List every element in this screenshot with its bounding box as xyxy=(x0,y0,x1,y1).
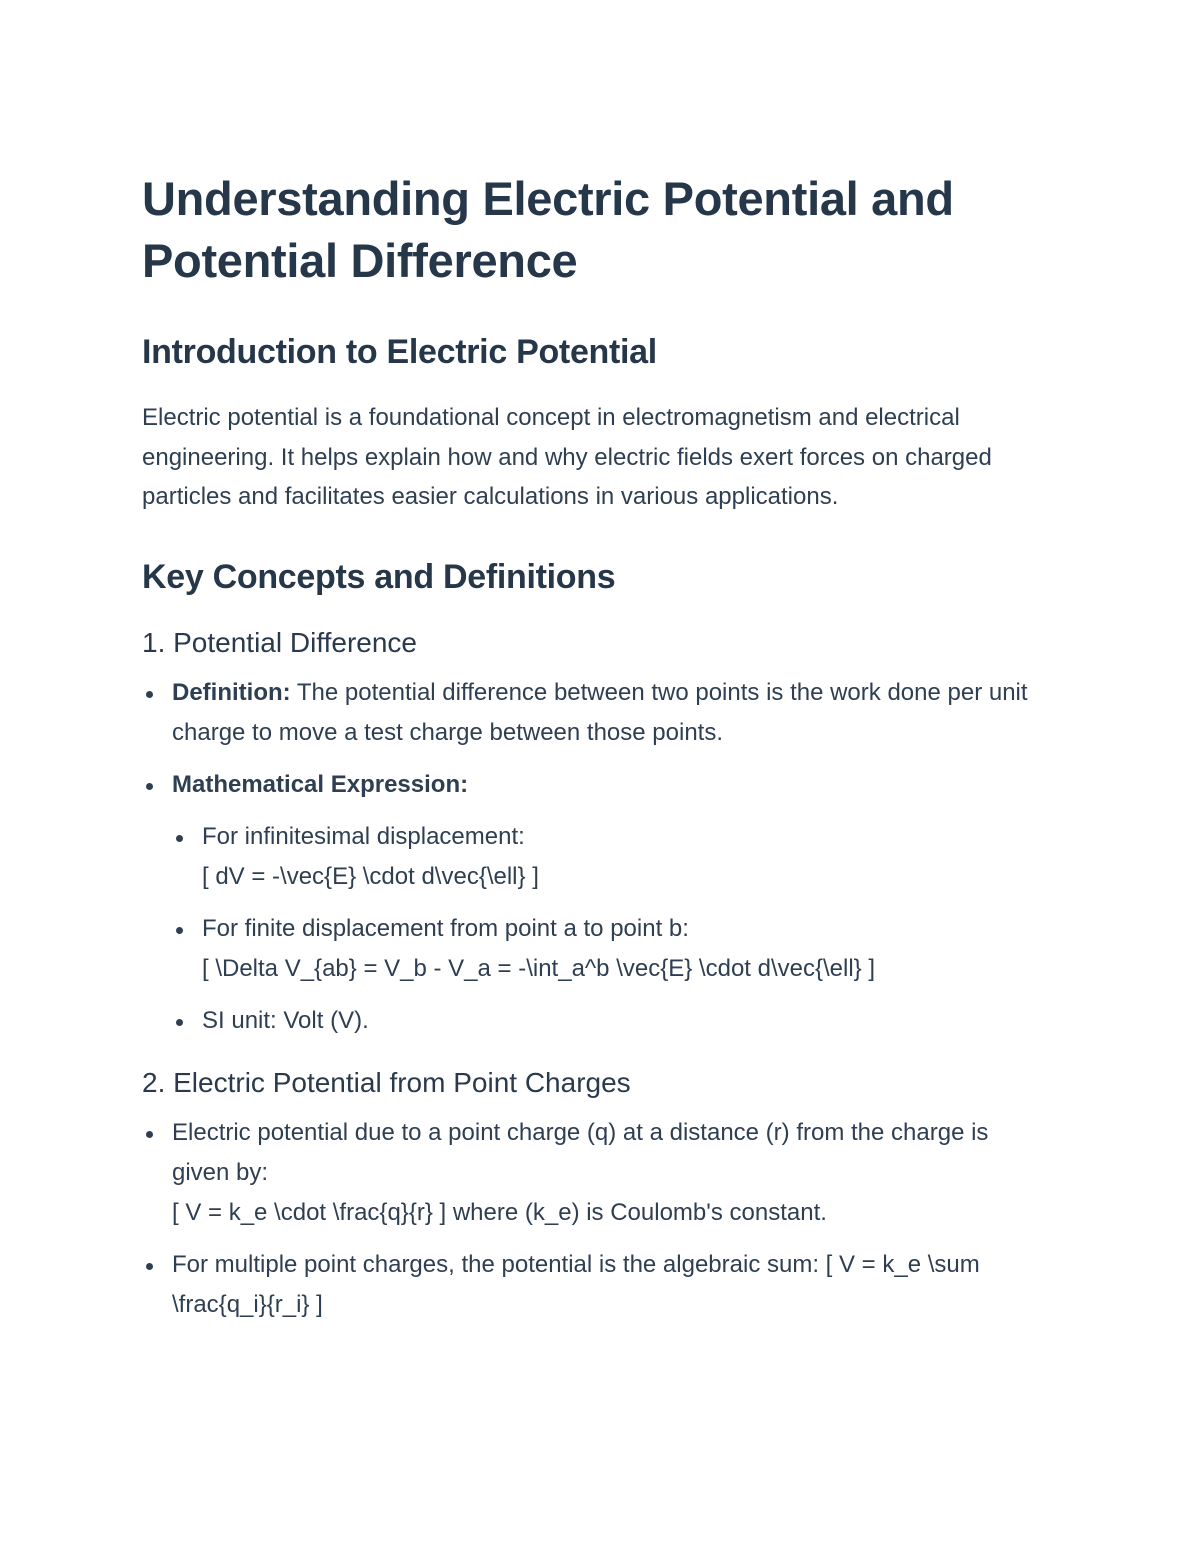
si-unit-text: SI unit: Volt (V). xyxy=(202,1006,369,1034)
point-charges-heading: 2. Electric Potential from Point Charges xyxy=(142,1066,631,1098)
key-concepts-heading: Key Concepts and Definitions xyxy=(142,557,616,596)
list-item-infinitesimal xyxy=(202,817,1042,897)
infinitesimal-label: For infinitesimal displacement: xyxy=(202,822,525,850)
list-item-finite xyxy=(202,909,1042,989)
definition-text: The potential difference between two points is the work done per unit charge to move a test charge between those points. xyxy=(172,678,1028,746)
math-expression-label: Mathematical Expression: xyxy=(172,770,469,798)
single-charge-text: Electric potential due to a point charge (q) at a distance (r) from the charge is given by: xyxy=(172,1118,989,1186)
list-item-multiple-charges xyxy=(172,1245,1042,1325)
point-charges-list xyxy=(142,1113,1042,1325)
math-expression-sublist xyxy=(172,817,1042,1041)
list-item-si-unit xyxy=(202,1001,1042,1041)
single-charge-formula: [ V = k_e \cdot \frac{q}{r} ] where (k_e) is Coulomb's constant. xyxy=(172,1198,827,1226)
finite-formula: [ \Delta V_{ab} = V_b - V_a = -\int_a^b \vec{E} \cdot d\vec{\ell} ] xyxy=(202,954,876,982)
infinitesimal-formula: [ dV = -\vec{E} \cdot d\vec{\ell} ] xyxy=(202,862,539,890)
multiple-charges-text: For multiple point charges, the potential is the algebraic sum: [ V = k_e \sum \frac{q_i}{r_i} ] xyxy=(172,1250,980,1318)
potential-difference-list xyxy=(142,673,1042,1041)
finite-label: For finite displacement from point a to point b: xyxy=(202,914,689,942)
intro-heading: Introduction to Electric Potential xyxy=(142,333,657,371)
definition-label: Definition: xyxy=(172,678,291,706)
list-item-math-expression xyxy=(172,765,1042,1041)
potential-difference-heading: 1. Potential Difference xyxy=(142,626,417,658)
document-title: Understanding Electric Potential and Potential Difference xyxy=(142,172,954,287)
list-item-single-charge xyxy=(172,1113,1042,1233)
document-page xyxy=(142,168,1042,1325)
list-item-definition xyxy=(172,673,1042,753)
intro-paragraph: Electric potential is a foundational concept in electromagnetism and electrical engineering. It helps explain how and why electric fields exert forces on charged particles and facilitates easier calculations in various applications. xyxy=(142,404,992,510)
